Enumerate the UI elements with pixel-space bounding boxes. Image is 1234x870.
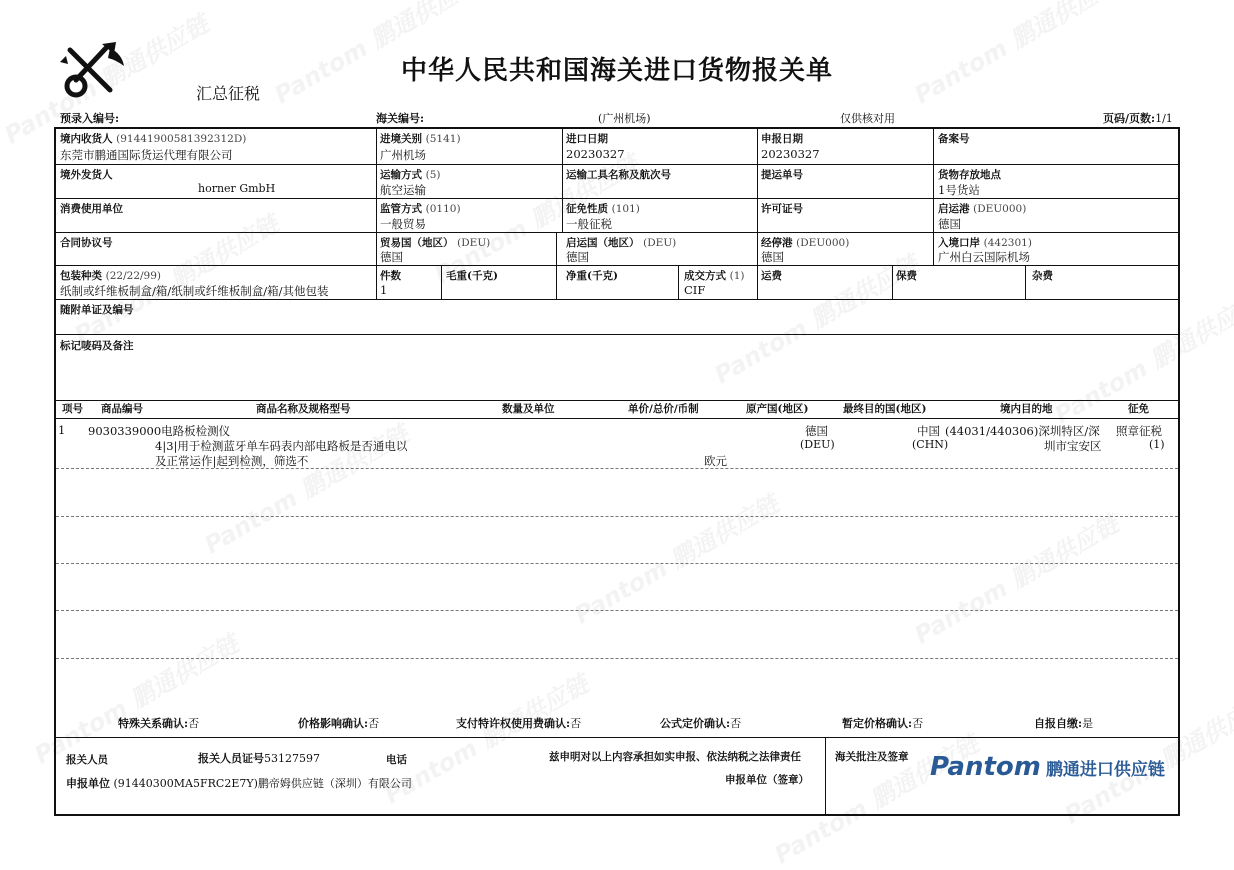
self-pay-confirm: 自报自缴:是 [1034, 717, 1094, 730]
approval-label: 海关批注及签章 [835, 751, 909, 763]
bill-no-label: 提运单号 [761, 169, 803, 181]
depart-port-value: 德国 [938, 217, 961, 231]
item-exempt-code: (1) [1149, 438, 1165, 451]
formula-price-confirm: 公式定价确认:否 [660, 717, 742, 730]
provisional-price-confirm: 暂定价格确认:否 [842, 717, 924, 730]
record-no-label: 备案号 [938, 133, 970, 145]
watermark-text [567, 485, 784, 631]
trade-country-value: 德国 [380, 250, 403, 264]
watermark-text [27, 625, 244, 771]
item-origin-code: (DEU) [800, 438, 835, 451]
depart-country-label: 启运国（地区） (DEU) [566, 237, 677, 249]
watermark-text [767, 725, 984, 870]
item-domestic-line1: (44031/440306)深圳特区/深 [945, 424, 1100, 438]
storage-place-label: 货物存放地点 [938, 169, 1001, 181]
transport-mode-value: 航空运输 [380, 183, 426, 197]
depart-port-label: 启运港 (DEU000) [938, 203, 1027, 215]
item-code-name: 9030339000电路板检测仪 [88, 424, 231, 438]
gross-weight-label: 毛重(千克) [446, 270, 498, 282]
watermark-text [907, 505, 1124, 651]
page-indicator: 页码/页数:1/1 [1103, 112, 1173, 125]
tax-nature-label: 征免性质 (101) [566, 203, 640, 215]
item-exempt: 照章征税 [1116, 424, 1162, 438]
deal-label: 成交方式 (1) [684, 270, 745, 282]
entry-customs-value: 广州机场 [380, 148, 426, 162]
consumer-label: 消费使用单位 [60, 203, 123, 215]
port-name: (广州机场) [598, 112, 651, 125]
import-date-value: 20230327 [566, 147, 625, 161]
item-header-qty: 数量及单位 [502, 403, 555, 415]
via-port-label: 经停港 (DEU000) [761, 237, 850, 249]
special-relation-confirm: 特殊关系确认:否 [118, 717, 200, 730]
declare-date-label: 申报日期 [761, 133, 803, 145]
misc-label: 杂费 [1032, 270, 1053, 282]
package-value: 纸制或纤维板制盒/箱/纸制或纤维板制盒/箱/其他包装 [60, 284, 329, 298]
item-header-domestic: 境内目的地 [1000, 403, 1053, 415]
deal-value: CIF [684, 283, 706, 297]
customs-no-label: 海关编号: [376, 112, 425, 125]
supervision-value: 一般贸易 [380, 217, 426, 231]
royalty-confirm: 支付特许权使用费确认:否 [456, 717, 582, 730]
legal-statement: 兹申明对以上内容承担如实申报、依法纳税之法律责任 [549, 751, 801, 763]
insurance-label: 保费 [896, 270, 917, 282]
pre-entry-label: 预录入编号: [60, 112, 120, 125]
pieces-value: 1 [380, 283, 388, 297]
logo-cn: 鹏通进口供应链 [1045, 760, 1165, 780]
item-header-exempt: 征免 [1128, 403, 1149, 415]
seal-label: 申报单位（签章） [725, 774, 809, 786]
consignee-value: 东莞市鹏通国际货运代理有限公司 [60, 148, 233, 162]
via-port-value: 德国 [761, 250, 784, 264]
logo-brand: Pantom [930, 752, 1041, 782]
document-title: 中华人民共和国海关进口货物报关单 [400, 56, 833, 86]
pantom-logo [930, 752, 1165, 782]
item-header-price: 单价/总价/币制 [628, 403, 699, 415]
declare-unit: 申报单位 (91440300MA5FRC2E7Y)鹏帝姆供应链（深圳）有限公司 [66, 777, 412, 790]
tax-nature-value: 一般征税 [566, 217, 612, 231]
item-header-no: 项号 [62, 403, 83, 415]
item-no: 1 [58, 423, 66, 437]
document-subtitle: 汇总征税 [196, 84, 261, 103]
item-header-code: 商品编号 [101, 403, 143, 415]
pieces-label: 件数 [380, 270, 401, 282]
item-header-name: 商品名称及规格型号 [256, 403, 351, 415]
declarant-label: 报关人员 [66, 754, 108, 766]
item-origin: 德国 [805, 424, 828, 438]
shipper-label: 境外发货人 [60, 169, 113, 181]
transport-mode-label: 运输方式 (5) [380, 169, 441, 181]
freight-label: 运费 [761, 270, 782, 282]
supervision-label: 监管方式 (0110) [380, 203, 461, 215]
item-spec-line1: 4|3|用于检测蓝牙单车码表内部电路板是否通电以 [155, 439, 408, 453]
license-label: 许可证号 [761, 203, 803, 215]
transport-name-label: 运输工具名称及航次号 [566, 169, 671, 181]
declare-date-value: 20230327 [761, 147, 820, 161]
trade-country-label: 贸易国（地区） (DEU) [380, 237, 491, 249]
entry-port-value: 广州白云国际机场 [938, 250, 1030, 264]
contract-label: 合同协议号 [60, 237, 113, 249]
item-currency: 欧元 [704, 454, 727, 468]
item-dest: 中国 [917, 424, 940, 438]
item-header-origin: 原产国(地区) [746, 403, 809, 415]
item-spec-line2: 及正常运作|起到检测，筛选不 [155, 454, 309, 468]
package-label: 包装种类 (22/22/99) [60, 270, 162, 282]
consignee-label: 境内收货人 (91441900581392312D) [60, 133, 247, 145]
declarant-no: 报关人员证号53127597 [198, 752, 320, 765]
shipper-value: horner GmbH [198, 182, 276, 195]
net-weight-label: 净重(千克) [566, 270, 618, 282]
note-text: 仅供核对用 [840, 112, 895, 125]
item-domestic-line2: 圳市宝安区 [1044, 439, 1102, 453]
depart-country-value: 德国 [566, 250, 589, 264]
phone-label: 电话 [386, 754, 407, 766]
attached-docs-label: 随附单证及编号 [60, 304, 134, 316]
entry-customs-label: 进境关别 (5141) [380, 133, 461, 145]
entry-port-label: 入境口岸 (442301) [938, 237, 1032, 249]
item-dest-code: (CHN) [912, 438, 949, 451]
marks-label: 标记唛码及备注 [60, 340, 134, 352]
storage-place-value: 1号货站 [938, 183, 980, 197]
import-date-label: 进口日期 [566, 133, 608, 145]
price-impact-confirm: 价格影响确认:否 [298, 717, 380, 730]
item-header-dest: 最终目的国(地区) [843, 403, 927, 415]
